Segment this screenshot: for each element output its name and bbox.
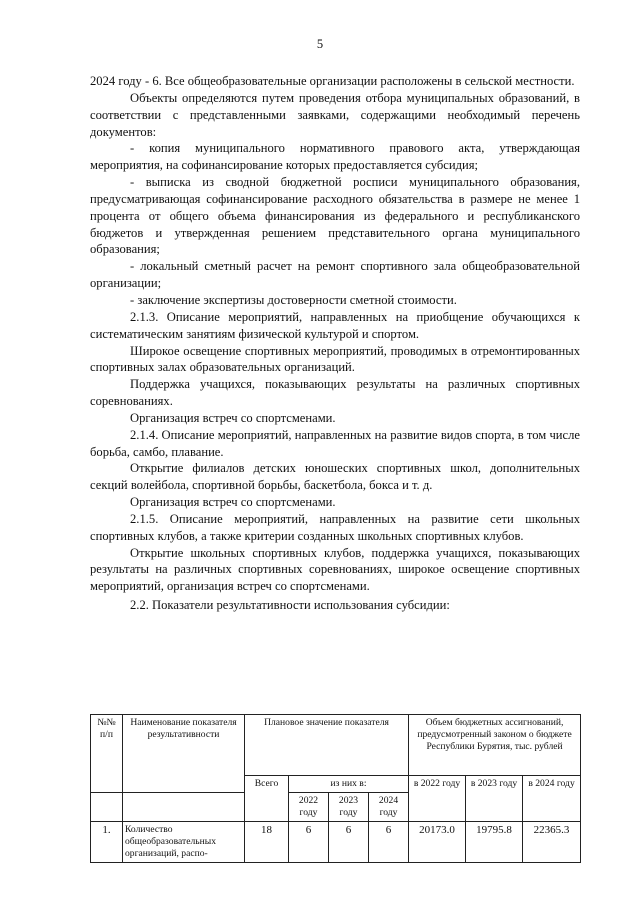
subsection-heading: 2.1.5. Описание мероприятий, направленных на развитие сети школьных спортивных клубов, а также критерии созданных школьных спортивных клубов. [90,511,580,543]
list-item: - выписка из сводной бюджетной росписи муниципального образования, предусматривающая софинансирование расходного обязательства в размере не менее 1 процента от общего объема финансирования из федерального и республиканского бюджетов и утвержденная решением представительного органа муниципального образования; [90,175,580,257]
cell-2022: 6 [289,822,329,863]
header-plan-2022: 2022 году [289,793,329,822]
header-budget-2023: в 2023 году [466,776,523,822]
table-row [91,822,581,863]
list-item: - заключение экспертизы достоверности сметной стоимости. [130,292,457,307]
section-heading: 2.2. Показатели результативности использования субсидии: [130,598,450,613]
header-budget-2024: в 2024 году [523,776,581,822]
header-plan-2024: 2024 году [369,793,409,822]
paragraph: Поддержка учащихся, показывающих результаты на различных спортивных соревнованиях. [90,377,580,409]
list-item: - локальный сметный расчет на ремонт спортивного зала общеобразовательной организации; [90,259,580,291]
paragraph: Широкое освещение спортивных мероприятий, проводимых в отремонтированных спортивных залах образовательных организаций. [90,343,580,375]
list-item: - копия муниципального нормативного правового акта, утверждающая мероприятия, на софинансирование которых предоставляется субсидия; [90,141,580,173]
cell-budget-2024: 22365.3 [523,822,581,863]
paragraph: Открытие школьных спортивных клубов, поддержка учащихся, показывающих результаты на различных спортивных соревнованиях, широкое освещение спортивных мероприятий, организация встреч со спортсменами. [90,545,580,594]
cell-num: 1. [91,822,123,863]
header-budget: Объем бюджетных ассигнований, предусмотренный законом о бюджете Республики Бурятия, тыс. рублей [409,715,581,776]
subsection-heading: 2.1.3. Описание мероприятий, направленных на приобщение обучающихся к систематическим занятиям физической культурой и спортом. [90,309,580,341]
page-number: 5 [316,37,324,51]
paragraph: Открытие филиалов детских юношеских спортивных школ, дополнительных секций волейбола, спортивной борьбы, баскетбола, бокса и т. д. [90,461,580,493]
header-plan-2023: 2023 году [329,793,369,822]
cell-2023: 6 [329,822,369,863]
cell-total: 18 [245,822,289,863]
header-name: Наименование показателя результативности [123,715,245,793]
header-budget-2022: в 2022 году [409,776,466,822]
header-total: Всего [245,776,289,822]
cell-2024: 6 [369,822,409,863]
header-plan: Плановое значение показателя [245,715,409,776]
document-body [90,73,580,614]
cell-name: Количество общеобразовательных организаций, распо- [123,822,245,863]
indicators-table [90,714,581,863]
header-of-which: из них в: [289,776,409,793]
paragraph: Организация встреч со спортсменами. [130,495,336,510]
paragraph: Организация встреч со спортсменами. [130,410,336,425]
subsection-heading: 2.1.4. Описание мероприятий, направленных на развитие видов спорта, в том числе борьба, самбо, плавание. [90,427,580,459]
paragraph: 2024 году - 6. Все общеобразовательные организации расположены в сельской местности. [90,74,575,88]
paragraph: Объекты определяются путем проведения отбора муниципальных образований, в соответствии с представленными заявками, содержащими необходимый перечень документов: [90,90,580,139]
cell-budget-2023: 19795.8 [466,822,523,863]
cell-budget-2022: 20173.0 [409,822,466,863]
header-num: №№ п/п [91,715,123,793]
